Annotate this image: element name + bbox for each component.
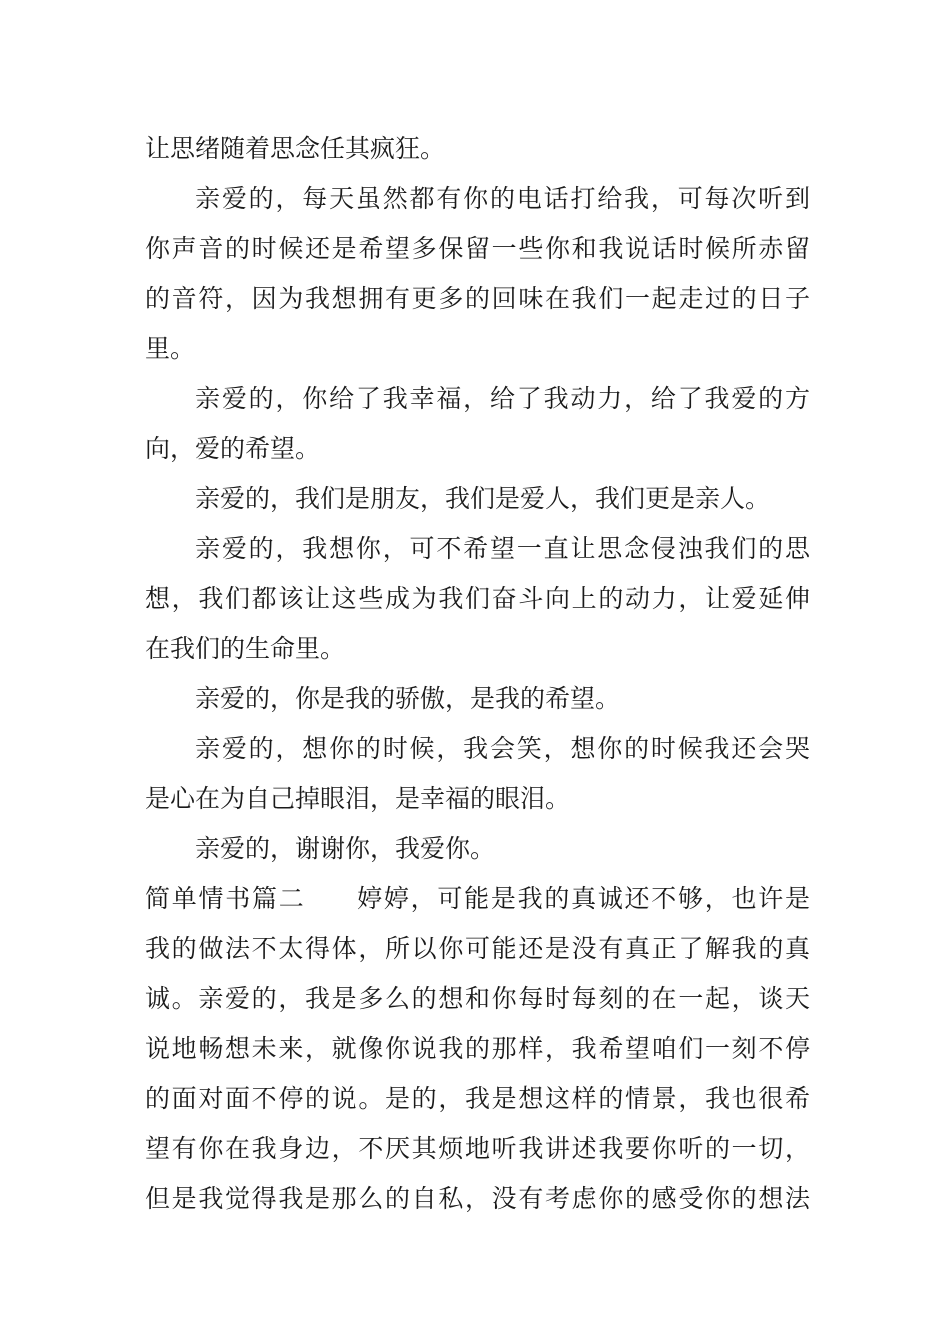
section-heading: 简单情书篇二 xyxy=(145,884,306,913)
text-line: 的面对面不停的说。是的，我是想这样的情景，我也很希 xyxy=(145,1084,810,1113)
text-line: 让思绪随着思念任其疯狂。 xyxy=(145,134,446,163)
text-line: 亲爱的，我想你，可不希望一直让思念侵浊我们的思 xyxy=(195,534,810,563)
text-line: 你声音的时候还是希望多保留一些你和我说话时候所赤留 xyxy=(145,234,810,263)
text-line: 的音符，因为我想拥有更多的回味在我们一起走过的日子 xyxy=(145,284,810,313)
text-line: 亲爱的，每天虽然都有你的电话打给我，可每次听到 xyxy=(195,184,810,213)
text-line: 想，我们都该让这些成为我们奋斗向上的动力，让爱延伸 xyxy=(145,584,810,613)
text-line: 亲爱的，你给了我幸福，给了我动力，给了我爱的方 xyxy=(195,384,810,413)
text-line: 向，爱的希望。 xyxy=(145,434,321,463)
text-line: 诚。亲爱的，我是多么的想和你每时每刻的在一起，谈天 xyxy=(145,984,810,1013)
text-line: 是心在为自己掉眼泪，是幸福的眼泪。 xyxy=(145,784,571,813)
text-line: 亲爱的，想你的时候，我会笑，想你的时候我还会哭 xyxy=(195,734,810,763)
text-line: 婷婷，可能是我的真诚还不够，也许是 xyxy=(355,884,810,913)
text-line: 亲爱的，谢谢你，我爱你。 xyxy=(195,834,496,863)
text-line: 里。 xyxy=(145,334,196,363)
text-line: 但是我觉得我是那么的自私，没有考虑你的感受你的想法 xyxy=(145,1184,810,1213)
text-line: 望有你在我身边，不厌其烦地听我讲述我要你听的一切， xyxy=(145,1134,810,1163)
text-line: 亲爱的，你是我的骄傲，是我的希望。 xyxy=(195,684,621,713)
text-line: 我的做法不太得体，所以你可能还是没有真正了解我的真 xyxy=(145,934,810,963)
text-line: 在我们的生命里。 xyxy=(145,634,346,663)
text-line: 亲爱的，我们是朋友，我们是爱人，我们更是亲人。 xyxy=(195,484,771,513)
text-line: 说地畅想未来，就像你说我的那样，我希望咱们一刻不停 xyxy=(145,1034,810,1063)
section-line xyxy=(145,883,810,915)
